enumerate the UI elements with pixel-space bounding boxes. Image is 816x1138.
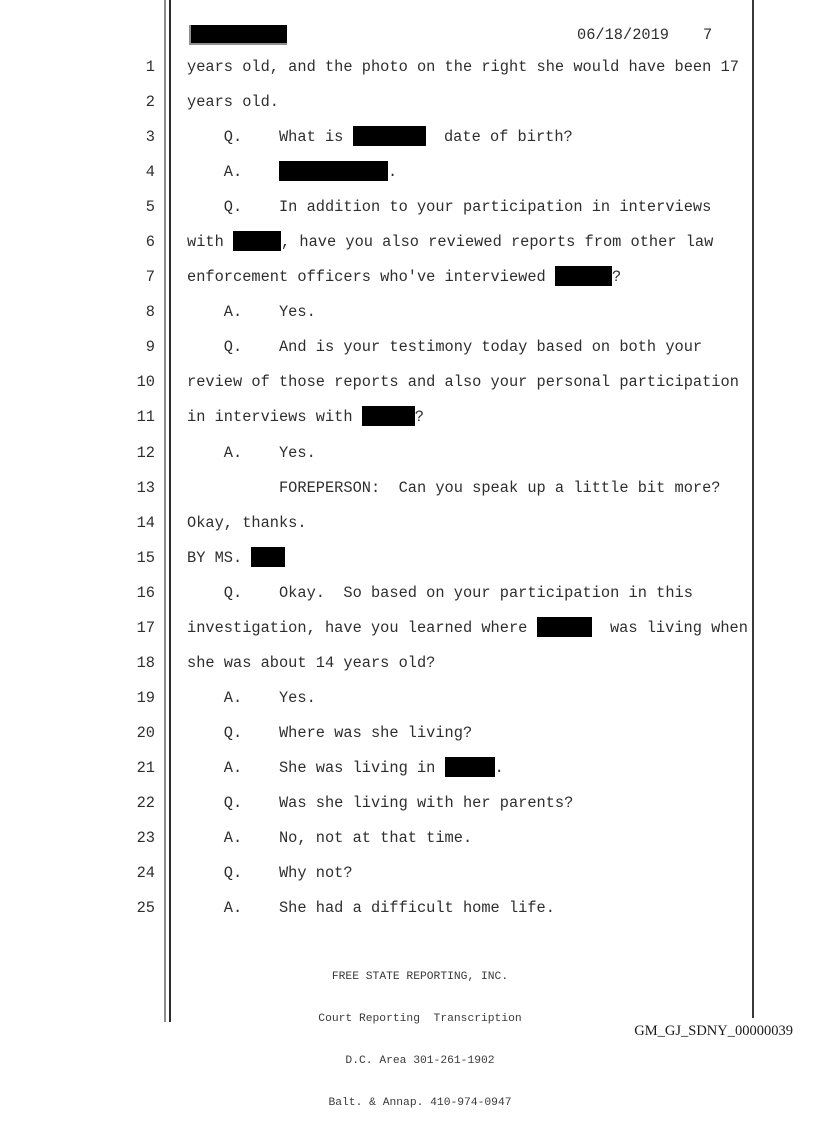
transcript-line xyxy=(0,751,816,786)
line-text: Q. In addition to your participation in interviews xyxy=(187,198,712,217)
line-number: 16 xyxy=(136,583,155,602)
line-text: enforcement officers who've interviewed ? xyxy=(187,268,622,287)
line-number: 3 xyxy=(145,128,155,147)
line-text: review of those reports and also your personal participation xyxy=(187,373,739,392)
line-number: 9 xyxy=(145,338,155,357)
transcript-line xyxy=(0,821,816,856)
line-number: 18 xyxy=(136,653,155,672)
redaction-bar xyxy=(279,161,388,181)
line-number: 19 xyxy=(136,688,155,707)
redaction-bar xyxy=(233,231,281,251)
line-number: 5 xyxy=(145,198,155,217)
bates-number: GM_GJ_SDNY_00000039 xyxy=(634,1023,793,1039)
footer-line-2: Court Reporting Transcription xyxy=(318,1013,522,1025)
reporter-footer xyxy=(187,942,653,1138)
transcript-line xyxy=(0,541,816,576)
header-date: 06/18/2019 xyxy=(577,26,669,44)
line-text: A. She had a difficult home life. xyxy=(187,899,555,918)
transcript-line xyxy=(0,716,816,751)
line-number: 15 xyxy=(136,548,155,567)
transcript-line xyxy=(0,260,816,295)
transcript-line xyxy=(0,611,816,646)
header-page-number: 7 xyxy=(703,26,713,44)
transcript-line xyxy=(0,225,816,260)
footer-line-4: Balt. & Annap. 410-974-0947 xyxy=(328,1097,512,1109)
line-text: with , have you also reviewed reports from other law xyxy=(187,233,714,252)
line-text: years old. xyxy=(187,93,279,112)
transcript-line xyxy=(0,295,816,330)
redaction-bar xyxy=(445,757,495,777)
line-number: 20 xyxy=(136,723,155,742)
transcript-line xyxy=(0,856,816,891)
line-number: 12 xyxy=(136,443,155,462)
line-number: 13 xyxy=(136,478,155,497)
line-number: 25 xyxy=(136,899,155,918)
line-number: 14 xyxy=(136,513,155,532)
transcript-line xyxy=(0,120,816,155)
line-text: BY MS. xyxy=(187,541,285,576)
line-number: 21 xyxy=(136,758,155,777)
transcript-line xyxy=(0,365,816,400)
redaction-bar xyxy=(555,266,612,286)
line-text: Q. Okay. So based on your participation in this xyxy=(187,583,693,602)
line-text: Q. And is your testimony today based on both your xyxy=(187,338,703,357)
line-number: 11 xyxy=(136,408,155,427)
line-text: Q. Why not? xyxy=(187,864,353,883)
line-number: 8 xyxy=(145,303,155,322)
transcript-line xyxy=(0,190,816,225)
line-number: 24 xyxy=(136,864,155,883)
line-text: years old, and the photo on the right she would have been 17 xyxy=(187,58,739,76)
line-text: in interviews with ? xyxy=(187,408,424,427)
transcript-line xyxy=(0,400,816,435)
footer-line-1: FREE STATE REPORTING, INC. xyxy=(331,971,509,983)
transcript-line xyxy=(0,155,816,190)
line-text: Q. What is date of birth? xyxy=(187,128,573,147)
transcript-lines xyxy=(0,50,816,926)
line-text: A. She was living in . xyxy=(187,758,504,777)
transcript-line xyxy=(0,85,816,120)
line-number: 23 xyxy=(136,829,155,848)
transcript-line xyxy=(0,576,816,611)
redaction-bar xyxy=(251,547,285,567)
line-number: 10 xyxy=(136,373,155,392)
transcript-line xyxy=(0,330,816,365)
line-number: 2 xyxy=(145,93,155,112)
transcript-line xyxy=(0,681,816,716)
redaction-bar xyxy=(537,617,592,637)
line-text: A. . xyxy=(187,163,398,182)
footer-line-3: D.C. Area 301-261-1902 xyxy=(345,1055,495,1067)
line-number: 17 xyxy=(136,618,155,637)
line-number: 4 xyxy=(145,163,155,182)
line-text: A. No, not at that time. xyxy=(187,829,473,848)
line-text: Q. Where was she living? xyxy=(187,723,473,742)
transcript-line xyxy=(0,50,816,85)
line-text: Q. Was she living with her parents? xyxy=(187,793,574,812)
transcript-line xyxy=(0,646,816,681)
redaction-bar xyxy=(362,406,415,426)
line-number: 22 xyxy=(136,793,155,812)
line-text: A. Yes. xyxy=(187,303,316,322)
line-number: 6 xyxy=(145,233,155,252)
line-text: investigation, have you learned where was living when xyxy=(187,618,748,637)
transcript-line xyxy=(0,786,816,821)
transcript-line xyxy=(0,506,816,541)
line-text: Okay, thanks. xyxy=(187,513,307,532)
line-text: she was about 14 years old? xyxy=(187,653,436,672)
line-number: 7 xyxy=(145,268,155,287)
transcript-line xyxy=(0,891,816,926)
redaction-bar xyxy=(353,126,426,146)
line-text: A. Yes. xyxy=(187,688,316,707)
transcript-line xyxy=(0,471,816,506)
line-text: FOREPERSON: Can you speak up a little bit more? xyxy=(187,478,721,497)
line-number: 1 xyxy=(145,58,155,76)
header-redaction-bar xyxy=(189,25,287,45)
transcript-line xyxy=(0,436,816,471)
line-text: A. Yes. xyxy=(187,443,316,462)
